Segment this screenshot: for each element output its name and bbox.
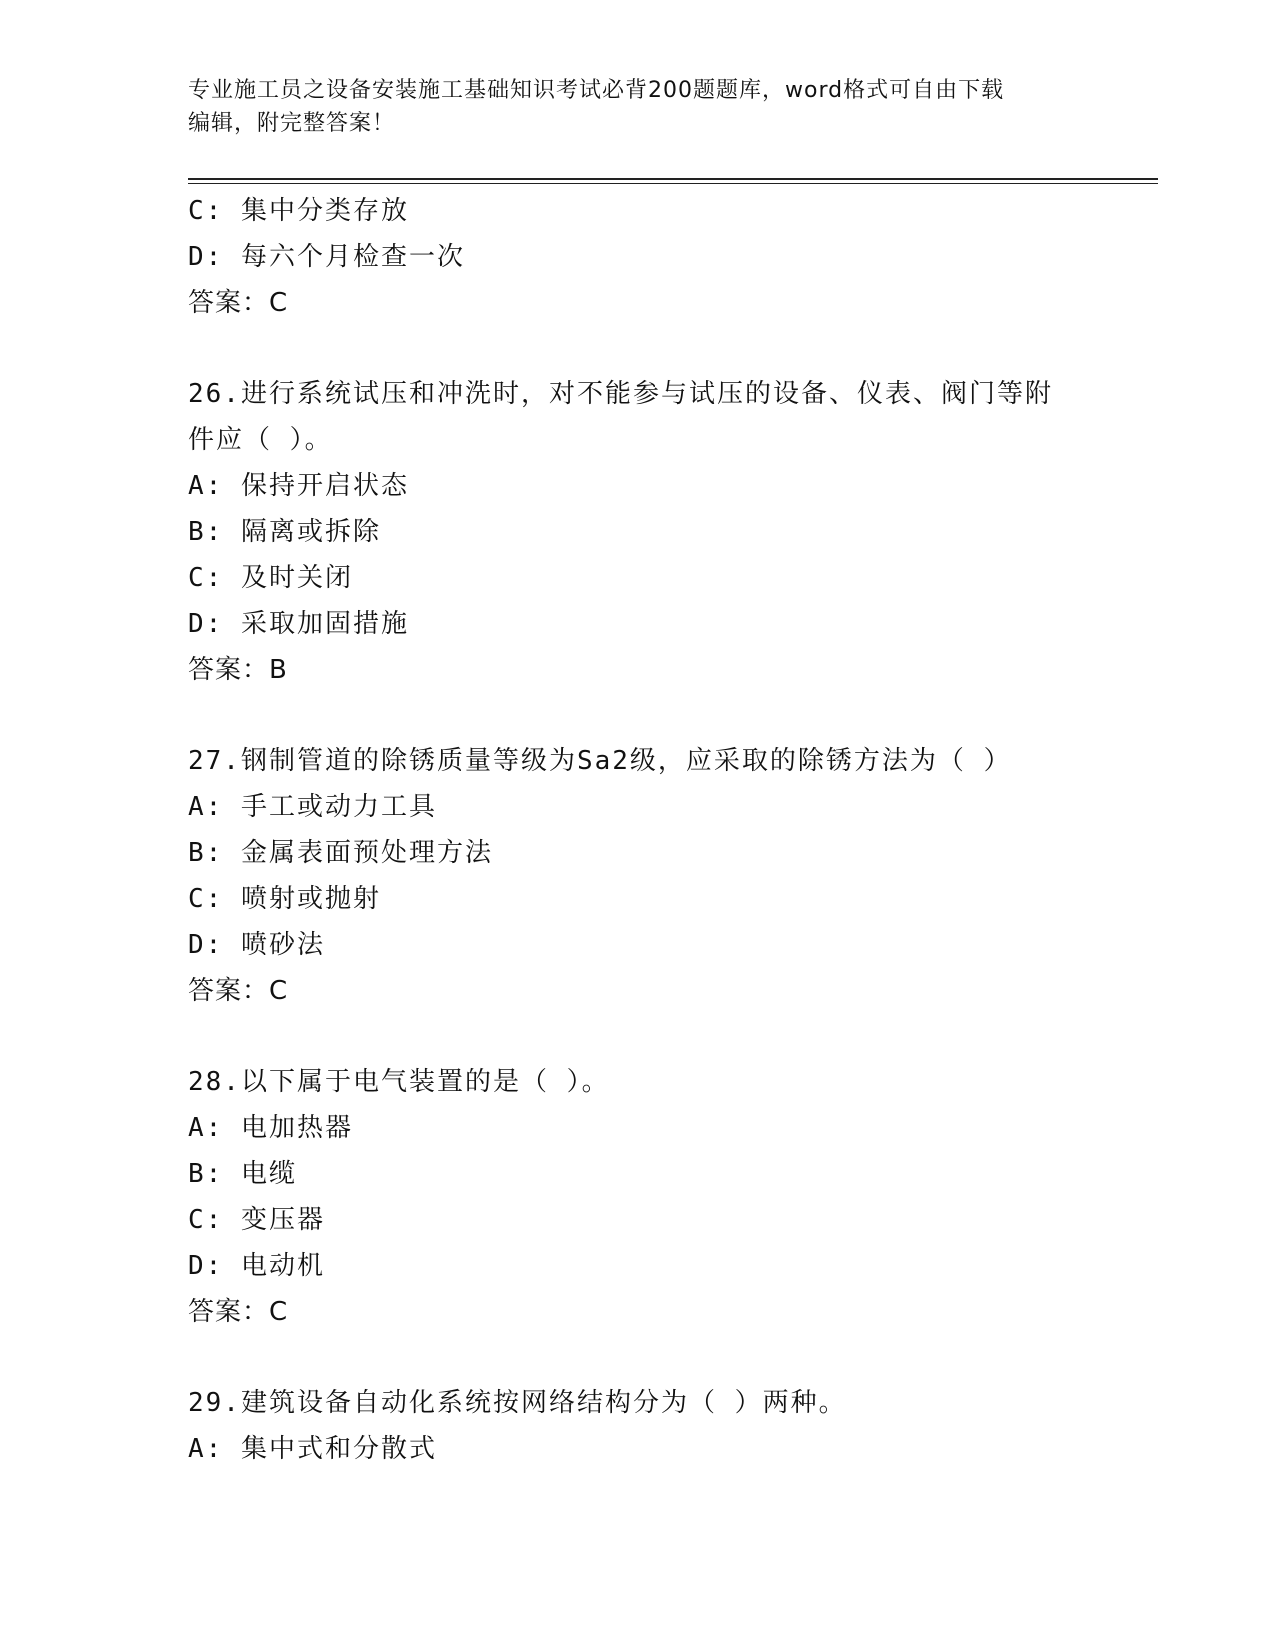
- option-a: A: 手工或动力工具: [188, 792, 437, 822]
- question-list: [188, 188, 1088, 1472]
- option-d: D: 电动机: [188, 1251, 325, 1281]
- answer-line: 答案：B: [188, 655, 288, 685]
- option-d: D: 每六个月检查一次: [188, 242, 465, 272]
- header-divider-thin: [188, 183, 1158, 184]
- option-b: B: 金属表面预处理方法: [188, 838, 493, 868]
- option-c: C: 喷射或抛射: [188, 884, 381, 914]
- option-a: A: 保持开启状态: [188, 471, 409, 501]
- header-line-1: 专业施工员之设备安装施工基础知识考试必背200题题库，word格式可自由下载: [188, 78, 1005, 103]
- question-block-28: [188, 1059, 1088, 1335]
- question-block-26: [188, 371, 1088, 693]
- option-c: C: 及时关闭: [188, 563, 353, 593]
- option-b: B: 隔离或拆除: [188, 517, 381, 547]
- option-a: A: 集中式和分散式: [188, 1434, 437, 1464]
- option-c: C: 集中分类存放: [188, 196, 409, 226]
- answer-line: 答案：C: [188, 1297, 289, 1327]
- option-c: C: 变压器: [188, 1205, 325, 1235]
- question-block-27: [188, 738, 1088, 1014]
- question-stem: 26.进行系统试压和冲洗时，对不能参与试压的设备、仪表、阀门等附: [188, 379, 1053, 409]
- answer-line: 答案：C: [188, 976, 289, 1006]
- question-stem-cont: 件应（ ）。: [188, 425, 333, 455]
- question-stem: 28.以下属于电气装置的是（ ）。: [188, 1067, 610, 1097]
- header-divider: [188, 178, 1158, 180]
- answer-line: 答案：C: [188, 288, 289, 318]
- document-header: [188, 74, 1088, 140]
- question-stem: 29.建筑设备自动化系统按网络结构分为（ ）两种。: [188, 1388, 847, 1418]
- header-line-2: 编辑，附完整答案！: [188, 111, 396, 136]
- question-block-29: [188, 1380, 1088, 1472]
- option-d: D: 喷砂法: [188, 930, 325, 960]
- option-b: B: 电缆: [188, 1159, 297, 1189]
- option-d: D: 采取加固措施: [188, 609, 409, 639]
- question-stem: 27.钢制管道的除锈质量等级为Sa2级，应采取的除锈方法为（ ）: [188, 746, 1012, 776]
- question-block-prev: [188, 188, 1088, 326]
- option-a: A: 电加热器: [188, 1113, 353, 1143]
